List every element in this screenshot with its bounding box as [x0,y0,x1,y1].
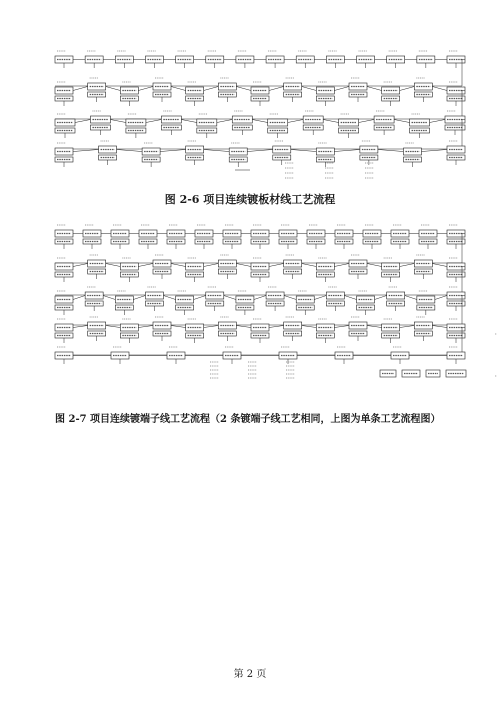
flow-connector [236,87,251,91]
flow-connector [334,326,349,328]
flow-connector [378,150,404,152]
flow-connector [252,120,267,123]
flow-connector [73,150,99,152]
flow-connector [400,326,415,328]
flow-connector [254,296,266,300]
flow-connector [435,296,447,300]
flow-connector [73,326,88,328]
flow-connector [432,326,447,328]
flow-connector [269,87,284,91]
process-flow-diagram-2-7 [50,222,470,387]
flow-connector [73,87,88,91]
flow-connector [302,87,317,91]
flow-connector [314,296,326,300]
flow-connector [284,296,296,300]
flow-connector [133,296,145,300]
flow-connector [217,120,232,123]
flow-connector [236,326,251,328]
flow-connector [269,264,284,267]
flow-connector [302,326,317,328]
flow-connector [171,264,186,267]
flow-connector [146,120,161,123]
figure-2-7-caption: 图 2-7 项目连续镀端子线工艺流程（2 条镀端子线工艺相同，上图为单条工艺流程图） [55,414,441,425]
flow-connector [106,87,121,91]
flow-connector [106,264,121,267]
flow-connector [138,264,153,267]
page-number: 第 2 页 [233,669,267,680]
flow-connector [106,326,121,328]
flow-connector [334,264,349,267]
flow-connector [302,264,317,267]
flow-connector [367,87,382,91]
scan-edge-mark: · [494,372,497,381]
flow-connector [334,150,360,152]
flow-connector [367,326,382,328]
flow-connector [432,264,447,267]
flow-connector [224,296,236,300]
flow-connector [117,150,143,152]
figure-2-6-caption: 图 2-6 项目连续镀板材线工艺流程 [164,193,336,206]
flow-connector [103,296,115,300]
flow-connector [163,296,175,300]
flow-connector [430,120,445,123]
flow-connector [194,296,206,300]
flow-connector [204,150,230,152]
flow-connector [171,326,186,328]
flow-connector [394,120,409,123]
flow-connector [160,150,186,152]
flow-connector [138,326,153,328]
flow-connector [367,264,382,267]
flow-connector [73,296,85,300]
flow-connector [269,326,284,328]
scan-edge-mark: · [494,330,497,339]
process-flow-diagram-2-6 [50,38,470,188]
flow-connector [110,120,125,123]
flow-connector [400,87,415,91]
flow-connector [359,120,374,123]
flow-connector [400,264,415,267]
flow-connector [323,120,338,123]
flow-connector [204,264,219,267]
flow-connector [344,296,356,300]
flow-connector [171,87,186,91]
flow-connector [75,120,90,123]
flow-connector [73,264,88,267]
flow-connector [334,87,349,91]
flow-connector [181,120,196,123]
flow-connector [421,150,447,152]
flow-connector [375,296,387,300]
flow-connector [138,87,153,91]
flow-connector [405,296,417,300]
flow-connector [247,150,273,152]
flow-connector [432,87,447,91]
flow-connector [288,120,303,123]
flow-connector [291,150,317,152]
flow-connector [204,326,219,328]
flow-connector [204,87,219,91]
flow-connector [236,264,251,267]
